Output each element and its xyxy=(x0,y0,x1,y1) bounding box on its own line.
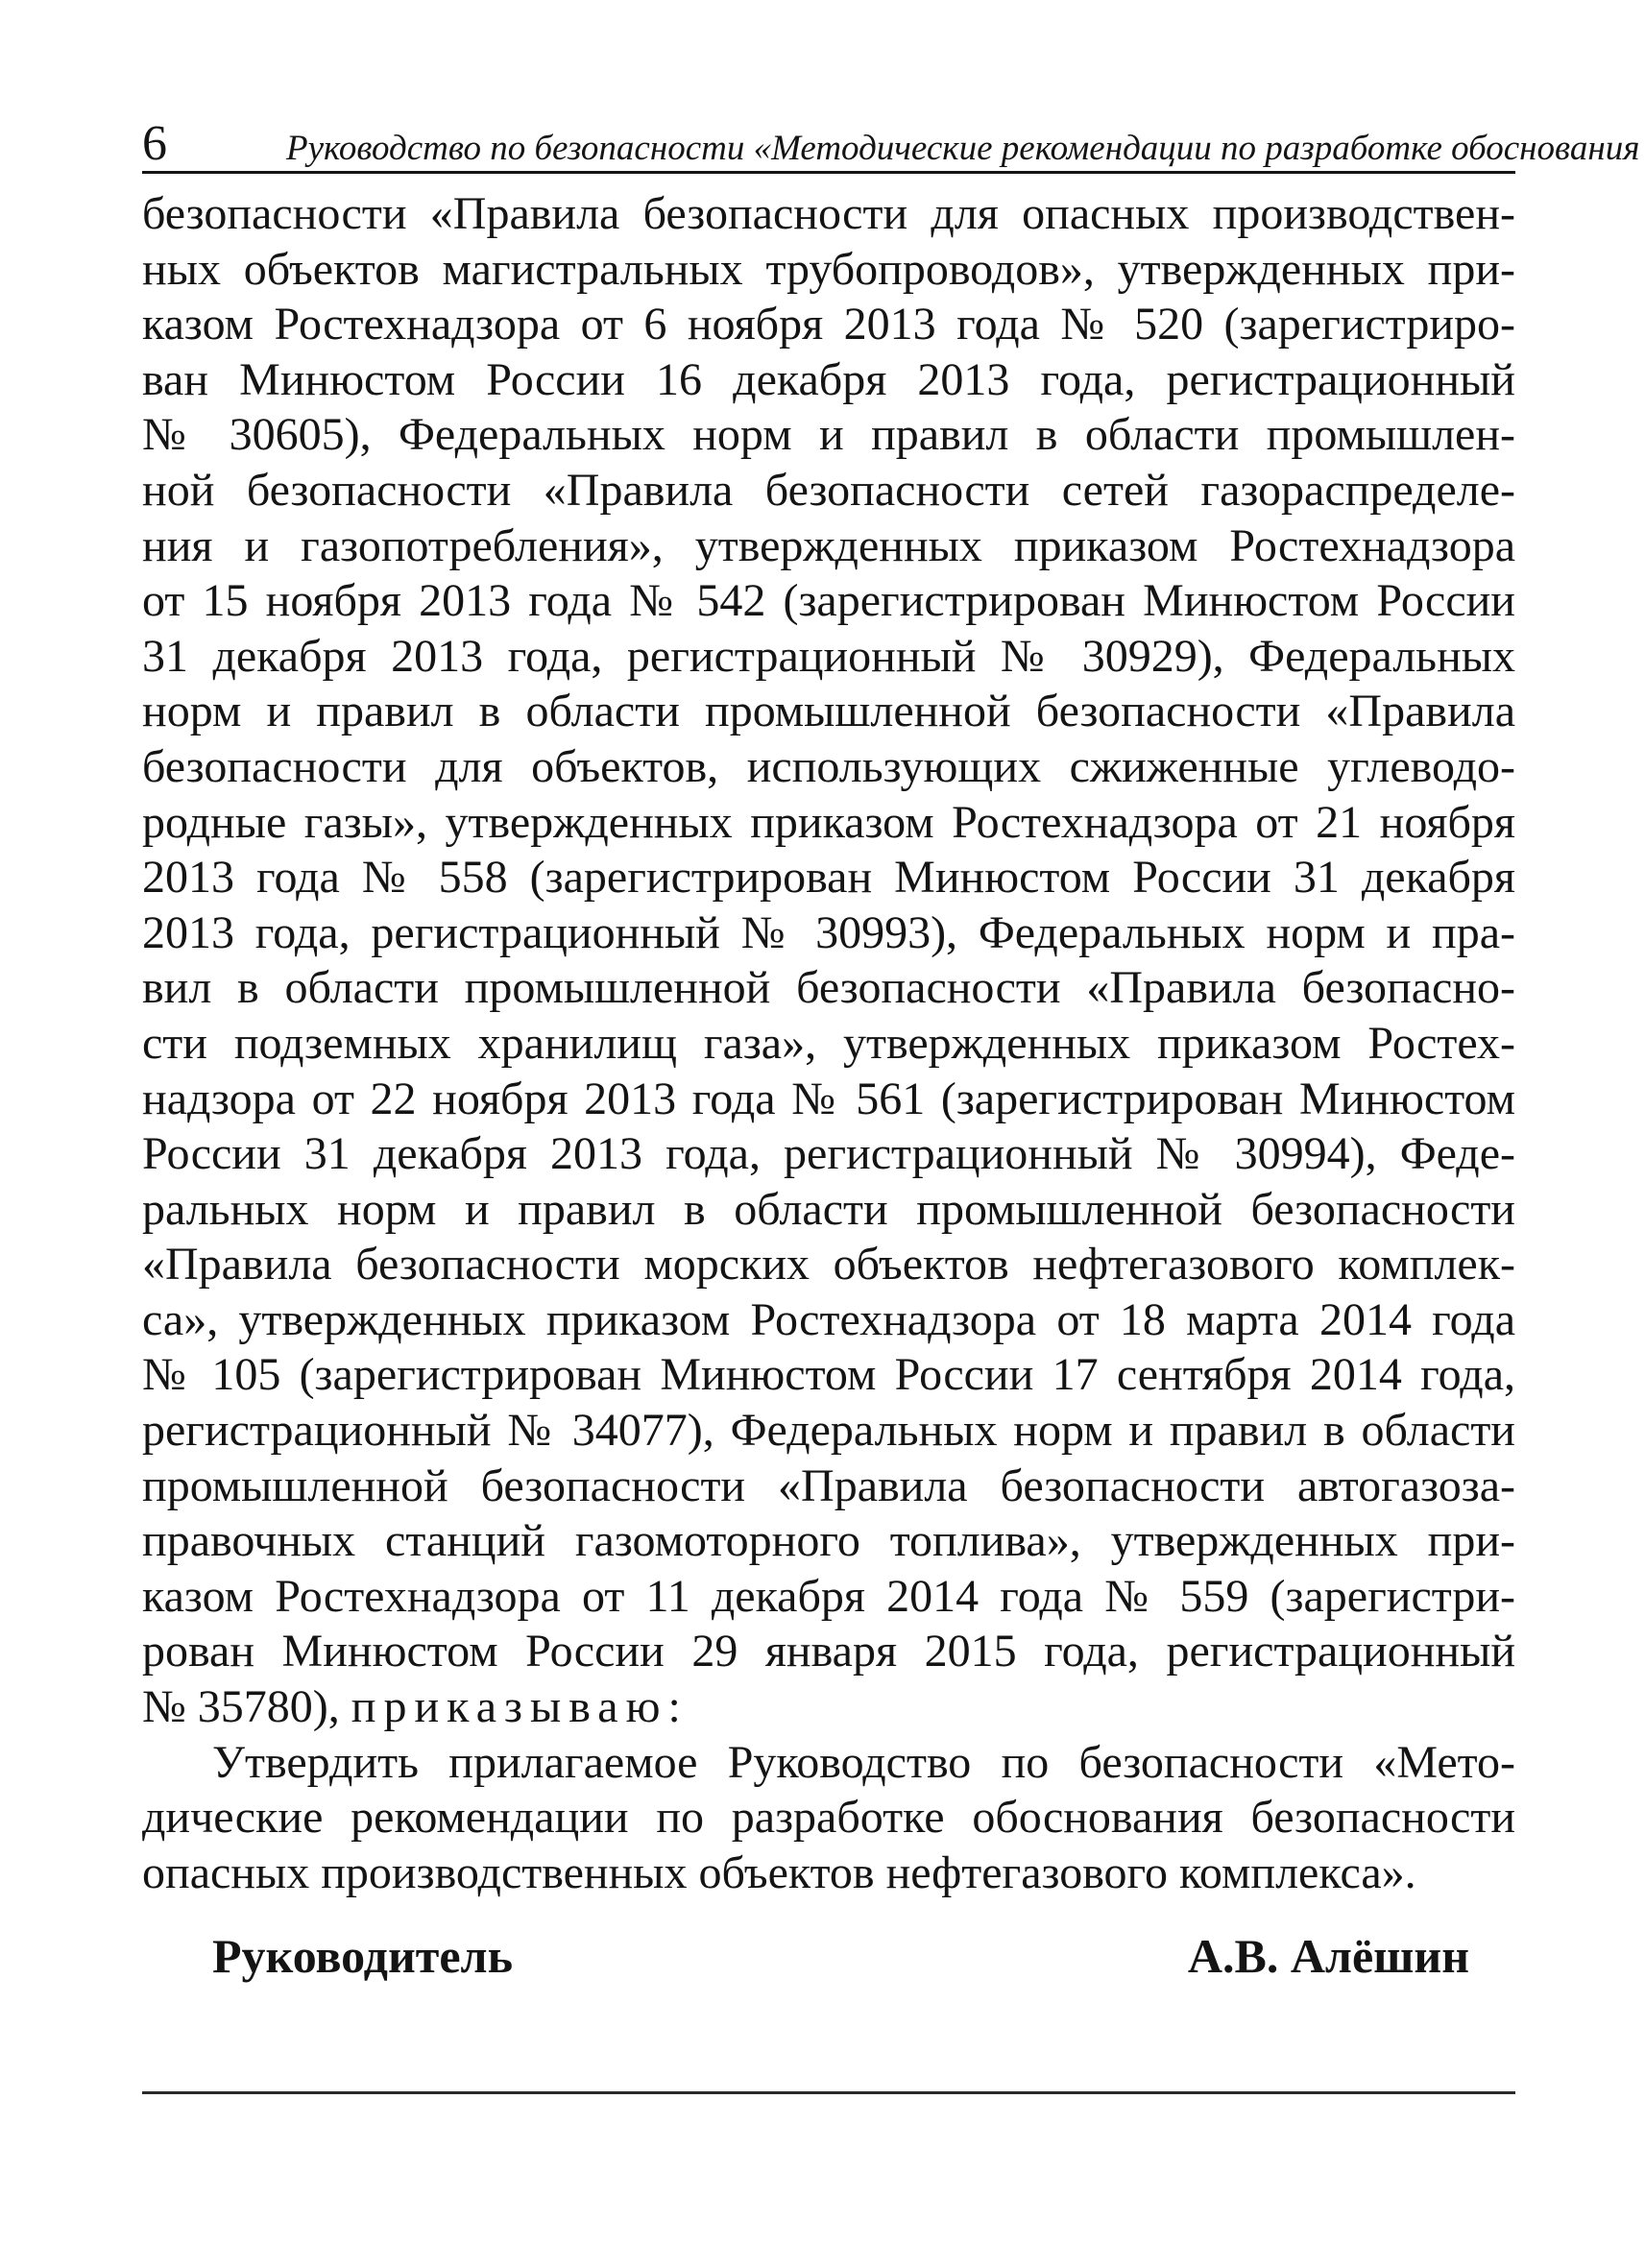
running-header-title: Руководство по безопасности «Методические рекомендации по разработке обоснования xyxy=(286,129,1640,168)
body-line: казом Ростехнадзора от 6 ноября 2013 года № 520 (зарегистриро- xyxy=(142,299,1515,350)
running-header xyxy=(142,113,1640,171)
body-line: безопасности «Правила безопасности для опасных производствен- xyxy=(142,188,1515,239)
order-body-text xyxy=(142,186,1515,1900)
signer-role: Руководитель xyxy=(212,1929,514,1983)
body-line: ных объектов магистральных трубопроводов», утвержденных при- xyxy=(142,243,1515,295)
body-line: рован Минюстом России 29 января 2015 года, регистрационный xyxy=(142,1626,1515,1677)
body-line: надзора от 22 ноября 2013 года № 561 (зарегистрирован Минюстом xyxy=(142,1073,1515,1124)
body-line: от 15 ноября 2013 года № 542 (зарегистрирован Минюстом России xyxy=(142,575,1515,627)
order-directive-word: приказываю: xyxy=(351,1681,689,1733)
page-number: 6 xyxy=(142,116,167,171)
body-line: промышленной безопасности «Правила безопасности автогазоза- xyxy=(142,1460,1515,1511)
body-line: России 31 декабря 2013 года, регистрационный № 30994), Феде- xyxy=(142,1128,1515,1180)
resolution-line: опасных производственных объектов нефтегазового комплекса». xyxy=(142,1846,1416,1898)
body-line: правочных станций газомоторного топлива», утвержденных при- xyxy=(142,1515,1515,1567)
order-closing-prefix: № 35780), xyxy=(142,1681,351,1733)
body-line: регистрационный № 34077), Федеральных норм и правил в области xyxy=(142,1405,1515,1457)
body-line: 2013 года, регистрационный № 30993), Федеральных норм и пра- xyxy=(142,906,1515,958)
body-line: ной безопасности «Правила безопасности сетей газораспределе- xyxy=(142,464,1515,516)
body-line: сти подземных хранилищ газа», утвержденных приказом Ростех- xyxy=(142,1017,1515,1069)
order-closing-line xyxy=(142,1679,1515,1735)
body-line: «Правила безопасности морских объектов нефтегазового комплек- xyxy=(142,1239,1515,1291)
signer-name: А.В. Алёшин xyxy=(1187,1929,1469,1983)
body-line: са», утвержденных приказом Ростехнадзора от 18 марта 2014 года xyxy=(142,1293,1515,1345)
signature-block xyxy=(142,1928,1515,2005)
body-line: вил в области промышленной безопасности «Правила безопасно- xyxy=(142,962,1515,1014)
body-line: безопасности для объектов, использующих сжиженные углеводо- xyxy=(142,740,1515,792)
header-divider xyxy=(142,171,1515,174)
body-line: родные газы», утвержденных приказом Ростехнадзора от 21 ноября xyxy=(142,796,1515,848)
footer-divider xyxy=(142,2091,1515,2094)
body-line: ван Минюстом России 16 декабря 2013 года, регистрационный xyxy=(142,353,1515,405)
resolution-line: Утвердить прилагаемое Руководство по безопасности «Мето- xyxy=(212,1736,1515,1788)
body-line: ральных норм и правил в области промышленной безопасности xyxy=(142,1183,1515,1235)
body-line: 31 декабря 2013 года, регистрационный № 30929), Федеральных xyxy=(142,630,1515,682)
body-line: ния и газопотребления», утвержденных приказом Ростехнадзора xyxy=(142,519,1515,571)
body-line: казом Ростехнадзора от 11 декабря 2014 года № 559 (зарегистри- xyxy=(142,1570,1515,1622)
body-line: норм и правил в области промышленной безопасности «Правила xyxy=(142,686,1515,737)
resolution-line: дические рекомендации по разработке обоснования безопасности xyxy=(142,1792,1515,1844)
body-line: 2013 года № 558 (зарегистрирован Минюстом России 31 декабря xyxy=(142,852,1515,904)
body-line: № 30605), Федеральных норм и правил в области промышлен- xyxy=(142,409,1515,461)
body-line: № 105 (зарегистрирован Минюстом России 17 сентября 2014 года, xyxy=(142,1349,1515,1401)
